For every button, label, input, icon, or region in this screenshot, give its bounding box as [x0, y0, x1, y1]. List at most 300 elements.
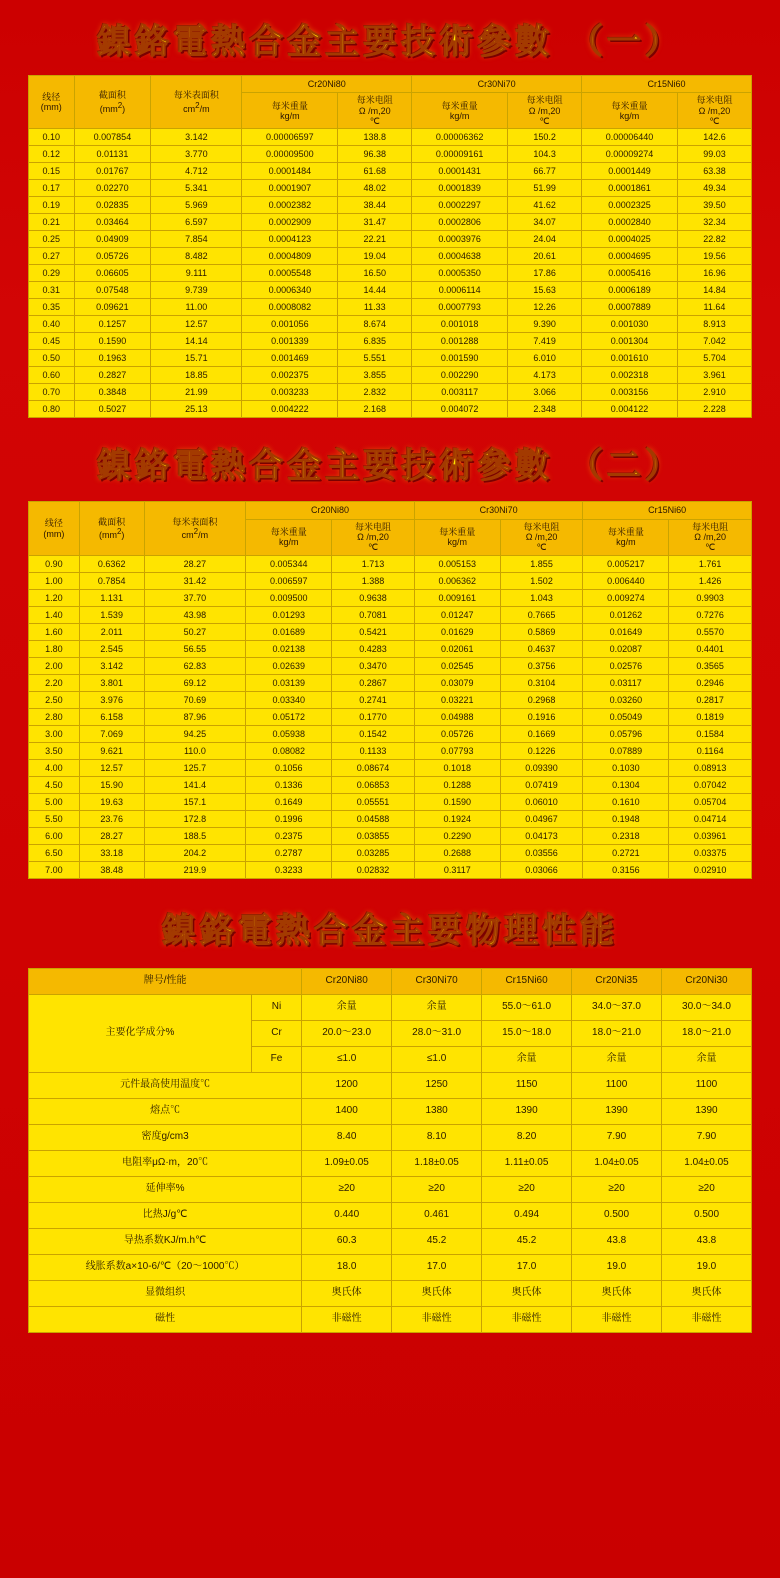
- table-cell: 20.0～23.0: [302, 1020, 392, 1046]
- table-cell: 0.005344: [246, 555, 332, 572]
- table-cell: 1.40: [29, 606, 80, 623]
- table-cell: 0.70: [29, 384, 75, 401]
- table-cell: 11.00: [151, 299, 242, 316]
- table-cell: 1.80: [29, 640, 80, 657]
- table-cell: 0.3470: [332, 657, 415, 674]
- table-cell: 0.02835: [74, 197, 151, 214]
- table-cell: 非磁性: [572, 1306, 662, 1332]
- table-cell: 0.27: [29, 248, 75, 265]
- table-cell: 30.0～34.0: [662, 994, 752, 1020]
- table-cell: 56.55: [144, 640, 246, 657]
- table-cell: 0.500: [572, 1202, 662, 1228]
- table-cell: 34.0～37.0: [572, 994, 662, 1020]
- table-cell: 0.0001839: [412, 180, 508, 197]
- table-cell: 0.00009274: [582, 146, 678, 163]
- table-cell: 9.621: [79, 742, 144, 759]
- table-cell: 19.04: [338, 248, 412, 265]
- table-cell: 0.0008082: [242, 299, 338, 316]
- table-cell: 0.7854: [79, 572, 144, 589]
- table-cell: 3.801: [79, 674, 144, 691]
- table-cell: 0.0004695: [582, 248, 678, 265]
- table-cell: 17.0: [392, 1254, 482, 1280]
- table-cell: 3.50: [29, 742, 80, 759]
- table-cell: 0.07548: [74, 282, 151, 299]
- table-cell: 余量: [662, 1046, 752, 1072]
- table-cell: 23.76: [79, 810, 144, 827]
- table-cell: 38.48: [79, 861, 144, 878]
- table-cell: 0.007854: [74, 129, 151, 146]
- table-cell: 4.00: [29, 759, 80, 776]
- table-cell: 43.8: [572, 1228, 662, 1254]
- phys-col-cr20ni35: Cr20Ni35: [572, 968, 662, 994]
- table-cell: 0.001590: [412, 350, 508, 367]
- table-cell: 50.27: [144, 623, 246, 640]
- group-header-cr15ni60-1: Cr15Ni60: [582, 76, 752, 93]
- phys-subrow-label: Cr: [251, 1020, 301, 1046]
- table-cell: 38.44: [338, 197, 412, 214]
- table-cell: 45.2: [392, 1228, 482, 1254]
- table-cell: 0.005153: [414, 555, 500, 572]
- table-cell: 2.348: [508, 401, 582, 418]
- table-cell: 0.25: [29, 231, 75, 248]
- table-cell: 0.02545: [414, 657, 500, 674]
- table-cell: 0.001030: [582, 316, 678, 333]
- table-row: [29, 623, 752, 640]
- table-cell: 34.07: [508, 214, 582, 231]
- table-row: [29, 299, 752, 316]
- table-cell: 0.03079: [414, 674, 500, 691]
- table-cell: ≥20: [572, 1176, 662, 1202]
- group-header-cr20ni80-1: Cr20Ni80: [242, 76, 412, 93]
- table-cell: 0.005217: [583, 555, 669, 572]
- table-cell: 0.06853: [332, 776, 415, 793]
- table-cell: 6.597: [151, 214, 242, 231]
- col-surface-area: 每米表面积 cm2/m: [151, 76, 242, 129]
- table-cell: 0.0004809: [242, 248, 338, 265]
- table-cell: 0.006362: [414, 572, 500, 589]
- table-cell: 0.461: [392, 1202, 482, 1228]
- table-cell: 2.50: [29, 691, 80, 708]
- table-cell: 0.009500: [246, 589, 332, 606]
- table-cell: ≥20: [302, 1176, 392, 1202]
- table-cell: ≤1.0: [392, 1046, 482, 1072]
- table-cell: 0.0001431: [412, 163, 508, 180]
- table-cell: 0.31: [29, 282, 75, 299]
- table-cell: 0.5570: [669, 623, 752, 640]
- table-cell: 0.03221: [414, 691, 500, 708]
- table-cell: 8.40: [302, 1124, 392, 1150]
- table-cell: 余量: [482, 1046, 572, 1072]
- table-cell: 0.0002325: [582, 197, 678, 214]
- table-cell: 7.90: [662, 1124, 752, 1150]
- table-cell: 0.03117: [583, 674, 669, 691]
- table-cell: 1100: [662, 1072, 752, 1098]
- table-cell: 62.83: [144, 657, 246, 674]
- table-cell: 0.2867: [332, 674, 415, 691]
- table-cell: 1400: [302, 1098, 392, 1124]
- table-row: [29, 248, 752, 265]
- table-cell: 0.1819: [669, 708, 752, 725]
- table-cell: 25.13: [151, 401, 242, 418]
- table-cell: 0.80: [29, 401, 75, 418]
- table-cell: 0.02910: [669, 861, 752, 878]
- table-cell: 0.001469: [242, 350, 338, 367]
- table-cell: 0.05796: [583, 725, 669, 742]
- table-cell: 110.0: [144, 742, 246, 759]
- table-cell: 3.00: [29, 725, 80, 742]
- table-cell: 19.63: [79, 793, 144, 810]
- page-title-tech-params-2: 鎳鉻電熱合金主要技術參數 （二）: [97, 446, 683, 487]
- subcol-resistance-1b: 每米电阻 Ω /m,20 ℃: [508, 93, 582, 129]
- table-cell: 125.7: [144, 759, 246, 776]
- table-cell: 0.03855: [332, 827, 415, 844]
- phys-row-label: 密度g/cm3: [29, 1124, 302, 1150]
- table-cell: 18.85: [151, 367, 242, 384]
- table-cell: 0.00006597: [242, 129, 338, 146]
- table-row: [29, 572, 752, 589]
- table-cell: 1250: [392, 1072, 482, 1098]
- table-row: [29, 1150, 752, 1176]
- table-cell: 0.01131: [74, 146, 151, 163]
- table-cell: 0.1590: [74, 333, 151, 350]
- table-cell: 15.63: [508, 282, 582, 299]
- table-cell: 70.69: [144, 691, 246, 708]
- table-cell: 16.96: [677, 265, 751, 282]
- phys-corner-label: 牌号/性能: [29, 968, 302, 994]
- phys-col-cr20ni30: Cr20Ni30: [662, 968, 752, 994]
- table-cell: 0.03139: [246, 674, 332, 691]
- table-cell: 0.04988: [414, 708, 500, 725]
- table-cell: 8.20: [482, 1124, 572, 1150]
- table-cell: 24.04: [508, 231, 582, 248]
- table-cell: 0.04173: [500, 827, 583, 844]
- phys-row-label: 延伸率%: [29, 1176, 302, 1202]
- table-cell: 2.20: [29, 674, 80, 691]
- table-cell: 0.07042: [669, 776, 752, 793]
- table-row: [29, 350, 752, 367]
- table-cell: 17.0: [482, 1254, 572, 1280]
- table-cell: 0.04967: [500, 810, 583, 827]
- table-cell: 0.08913: [669, 759, 752, 776]
- table-cell: 0.0006340: [242, 282, 338, 299]
- table-cell: 60.3: [302, 1228, 392, 1254]
- table-cell: 0.01767: [74, 163, 151, 180]
- table-cell: 37.70: [144, 589, 246, 606]
- table-cell: 7.419: [508, 333, 582, 350]
- table-cell: 0.0001484: [242, 163, 338, 180]
- table-cell: 0.009161: [414, 589, 500, 606]
- table-cell: 0.1590: [414, 793, 500, 810]
- table-cell: 0.3117: [414, 861, 500, 878]
- table-row: [29, 640, 752, 657]
- table-cell: 0.02832: [332, 861, 415, 878]
- table-cell: 0.1649: [246, 793, 332, 810]
- table-cell: 0.1226: [500, 742, 583, 759]
- table-cell: 0.0006114: [412, 282, 508, 299]
- table-cell: 0.1056: [246, 759, 332, 776]
- table-cell: 0.00009500: [242, 146, 338, 163]
- table-cell: 0.07419: [500, 776, 583, 793]
- table-cell: 43.98: [144, 606, 246, 623]
- table-cell: 0.01629: [414, 623, 500, 640]
- table-cell: 0.0004025: [582, 231, 678, 248]
- table-cell: 0.002375: [242, 367, 338, 384]
- table-cell: 0.03066: [500, 861, 583, 878]
- table-row: [29, 146, 752, 163]
- table-cell: 1.426: [669, 572, 752, 589]
- table-cell: 0.01293: [246, 606, 332, 623]
- table-cell: 0.03340: [246, 691, 332, 708]
- table-cell: 28.27: [144, 555, 246, 572]
- table-cell: 0.06605: [74, 265, 151, 282]
- table-cell: 61.68: [338, 163, 412, 180]
- table-cell: 0.09390: [500, 759, 583, 776]
- phys-row-label: 导热系数KJ/m.h℃: [29, 1228, 302, 1254]
- col-wire-diameter-2: 线径 (mm): [29, 502, 80, 555]
- subcol-weight-1a: 每米重量 kg/m: [242, 93, 338, 129]
- table-row: [29, 1228, 752, 1254]
- table-cell: 0.04909: [74, 231, 151, 248]
- table-cell: 3.855: [338, 367, 412, 384]
- table-cell: 5.50: [29, 810, 80, 827]
- table-cell: 0.4283: [332, 640, 415, 657]
- table-cell: 2.832: [338, 384, 412, 401]
- table-cell: 0.09621: [74, 299, 151, 316]
- table-cell: 余量: [572, 1046, 662, 1072]
- table-cell: 55.0～61.0: [482, 994, 572, 1020]
- table-cell: 0.07793: [414, 742, 500, 759]
- table-cell: 奥氏体: [572, 1280, 662, 1306]
- table-cell: 0.01247: [414, 606, 500, 623]
- phys-subrow-label: Fe: [251, 1046, 301, 1072]
- table-cell: 0.90: [29, 555, 80, 572]
- table-cell: 0.5869: [500, 623, 583, 640]
- phys-row-label: 电阻率μΩ·m，20℃: [29, 1150, 302, 1176]
- table-cell: 66.77: [508, 163, 582, 180]
- table-cell: 0.0005548: [242, 265, 338, 282]
- table-cell: 0.03556: [500, 844, 583, 861]
- table-cell: 20.61: [508, 248, 582, 265]
- phys-row-label: 熔点℃: [29, 1098, 302, 1124]
- table-row: [29, 589, 752, 606]
- table-cell: 0.21: [29, 214, 75, 231]
- table-cell: 6.158: [79, 708, 144, 725]
- table-cell: 0.07889: [583, 742, 669, 759]
- table-row: [29, 214, 752, 231]
- table-cell: 0.0006189: [582, 282, 678, 299]
- subcol-resistance-2c: 每米电阻 Ω /m,20 ℃: [669, 519, 752, 555]
- table-cell: 1.04±0.05: [662, 1150, 752, 1176]
- table-cell: 150.2: [508, 129, 582, 146]
- table-cell: 0.003233: [242, 384, 338, 401]
- table-row: [29, 333, 752, 350]
- phys-row-label: 比热J/g℃: [29, 1202, 302, 1228]
- table-cell: 0.02138: [246, 640, 332, 657]
- table-cell: 0.0004123: [242, 231, 338, 248]
- table-cell: 11.33: [338, 299, 412, 316]
- table-cell: 非磁性: [482, 1306, 572, 1332]
- table-cell: 0.003117: [412, 384, 508, 401]
- table-cell: 0.1924: [414, 810, 500, 827]
- table-cell: 0.08674: [332, 759, 415, 776]
- table-row: [29, 725, 752, 742]
- table-cell: 0.05049: [583, 708, 669, 725]
- table-row: [29, 197, 752, 214]
- table-cell: 6.835: [338, 333, 412, 350]
- table-cell: 0.3756: [500, 657, 583, 674]
- table-cell: 45.2: [482, 1228, 572, 1254]
- table-cell: 0.05726: [414, 725, 500, 742]
- table-cell: 22.21: [338, 231, 412, 248]
- table-row: [29, 384, 752, 401]
- table-cell: 19.0: [662, 1254, 752, 1280]
- col-surface-area-2: 每米表面积 cm2/m: [144, 502, 246, 555]
- table-cell: 0.3233: [246, 861, 332, 878]
- table-cell: 99.03: [677, 146, 751, 163]
- table-cell: 0.01649: [583, 623, 669, 640]
- table-cell: 0.003156: [582, 384, 678, 401]
- table-cell: 0.1542: [332, 725, 415, 742]
- table-cell: 0.0007793: [412, 299, 508, 316]
- table-cell: 28.27: [79, 827, 144, 844]
- table-cell: 4.173: [508, 367, 582, 384]
- table-cell: 3.142: [151, 129, 242, 146]
- table-cell: 0.2817: [669, 691, 752, 708]
- table-cell: 0.7276: [669, 606, 752, 623]
- table-cell: 6.010: [508, 350, 582, 367]
- table-cell: 0.02087: [583, 640, 669, 657]
- table-cell: 0.0002840: [582, 214, 678, 231]
- table-cell: 0.1304: [583, 776, 669, 793]
- table-cell: 15.0～18.0: [482, 1020, 572, 1046]
- table-cell: 33.18: [79, 844, 144, 861]
- table-cell: 5.341: [151, 180, 242, 197]
- table-cell: 3.976: [79, 691, 144, 708]
- table-cell: 非磁性: [392, 1306, 482, 1332]
- table-cell: 0.6362: [79, 555, 144, 572]
- table-cell: 0.0002382: [242, 197, 338, 214]
- table-row: [29, 1280, 752, 1306]
- table-cell: 0.2688: [414, 844, 500, 861]
- table-cell: 0.03375: [669, 844, 752, 861]
- table-cell: 0.08082: [246, 742, 332, 759]
- phys-subrow-label: Ni: [251, 994, 301, 1020]
- subcol-resistance-1c: 每米电阻 Ω /m,20 ℃: [677, 93, 751, 129]
- table-cell: 0.05726: [74, 248, 151, 265]
- table-cell: 2.80: [29, 708, 80, 725]
- table-cell: 0.2375: [246, 827, 332, 844]
- phys-row-label: 显微组织: [29, 1280, 302, 1306]
- table-cell: 0.1610: [583, 793, 669, 810]
- table-cell: 1100: [572, 1072, 662, 1098]
- table-cell: 0.1164: [669, 742, 752, 759]
- table-cell: 4.712: [151, 163, 242, 180]
- table-cell: 8.482: [151, 248, 242, 265]
- table-cell: 0.2318: [583, 827, 669, 844]
- table-row: [29, 555, 752, 572]
- table-cell: 3.142: [79, 657, 144, 674]
- tech-table-2-group-row: [29, 502, 752, 519]
- table-cell: 0.15: [29, 163, 75, 180]
- table-cell: 奥氏体: [662, 1280, 752, 1306]
- table-row: [29, 1306, 752, 1332]
- table-cell: 3.770: [151, 146, 242, 163]
- table-cell: 1200: [302, 1072, 392, 1098]
- table-cell: 0.00006362: [412, 129, 508, 146]
- tech-table-1-wrapper: [0, 75, 780, 418]
- table-row: [29, 316, 752, 333]
- table-cell: 172.8: [144, 810, 246, 827]
- table-cell: 0.001610: [582, 350, 678, 367]
- table-cell: 41.62: [508, 197, 582, 214]
- table-cell: 4.50: [29, 776, 80, 793]
- table-row: [29, 742, 752, 759]
- table-cell: 0.29: [29, 265, 75, 282]
- table-cell: 0.03961: [669, 827, 752, 844]
- table-cell: 0.00009161: [412, 146, 508, 163]
- table-row: [29, 691, 752, 708]
- table-cell: 0.001018: [412, 316, 508, 333]
- table-row: [29, 861, 752, 878]
- page-title-physical-props: 鎳鉻電熱合金主要物理性能: [162, 910, 618, 951]
- table-cell: 87.96: [144, 708, 246, 725]
- table-cell: 14.14: [151, 333, 242, 350]
- table-cell: 7.90: [572, 1124, 662, 1150]
- table-row: [29, 1072, 752, 1098]
- table-cell: 5.704: [677, 350, 751, 367]
- table-cell: ≤1.0: [302, 1046, 392, 1072]
- table-row: [29, 1098, 752, 1124]
- table-cell: 0.4401: [669, 640, 752, 657]
- table-cell: 0.02639: [246, 657, 332, 674]
- table-cell: 1.09±0.05: [302, 1150, 392, 1176]
- table-cell: 8.913: [677, 316, 751, 333]
- table-cell: 余量: [302, 994, 392, 1020]
- phys-row-label: 元件最高使用温度℃: [29, 1072, 302, 1098]
- table-cell: 0.2827: [74, 367, 151, 384]
- tech-params-table-1: [28, 75, 752, 418]
- table-cell: 48.02: [338, 180, 412, 197]
- table-cell: 1.11±0.05: [482, 1150, 572, 1176]
- table-cell: 0.1018: [414, 759, 500, 776]
- table-cell: 1.713: [332, 555, 415, 572]
- table-cell: 0.3565: [669, 657, 752, 674]
- phys-header-row: [29, 968, 752, 994]
- table-cell: 0.1030: [583, 759, 669, 776]
- table-cell: 0.002318: [582, 367, 678, 384]
- table-cell: 1.043: [500, 589, 583, 606]
- table-cell: 0.006440: [583, 572, 669, 589]
- physical-properties-table: [28, 968, 752, 1333]
- table-cell: 0.03464: [74, 214, 151, 231]
- table-cell: 0.1996: [246, 810, 332, 827]
- table-cell: 7.069: [79, 725, 144, 742]
- table-row: [29, 606, 752, 623]
- table-cell: 2.228: [677, 401, 751, 418]
- table-cell: 0.494: [482, 1202, 572, 1228]
- table-cell: 0.7081: [332, 606, 415, 623]
- table-cell: 18.0: [302, 1254, 392, 1280]
- table-cell: 0.12: [29, 146, 75, 163]
- table-cell: 8.674: [338, 316, 412, 333]
- table-cell: 0.10: [29, 129, 75, 146]
- table-row: [29, 401, 752, 418]
- table-cell: 3.961: [677, 367, 751, 384]
- subcol-weight-2a: 每米重量 kg/m: [246, 519, 332, 555]
- table-cell: 6.50: [29, 844, 80, 861]
- table-cell: 0.0001907: [242, 180, 338, 197]
- table-cell: 0.1288: [414, 776, 500, 793]
